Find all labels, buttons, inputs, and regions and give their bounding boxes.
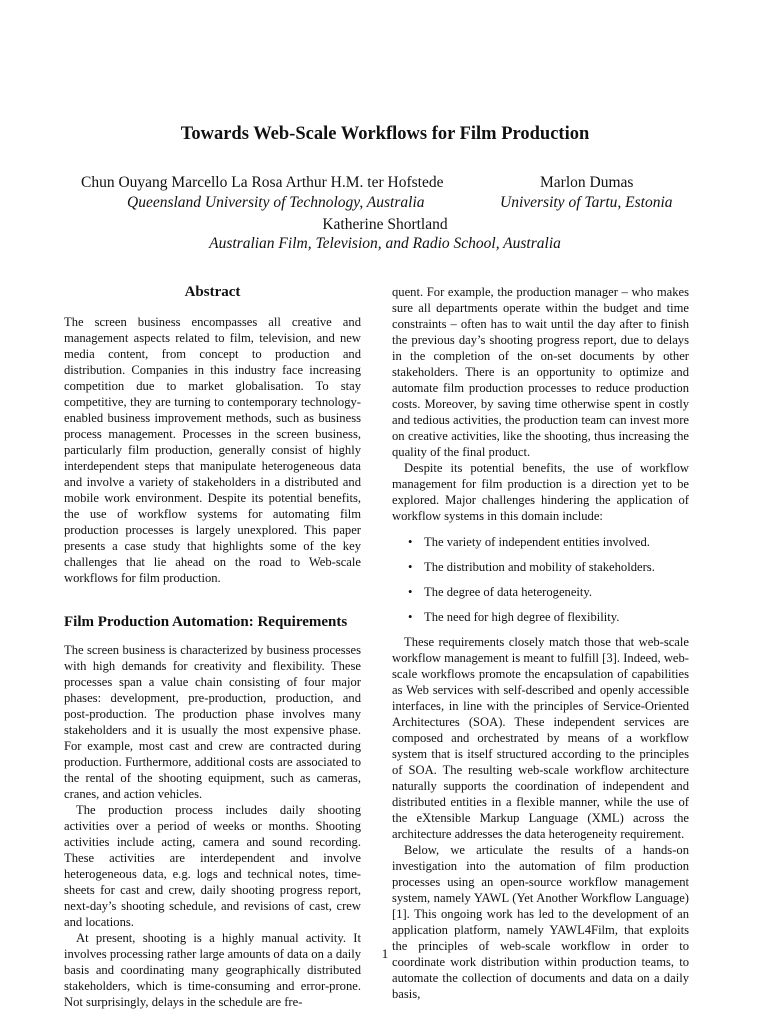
section-heading: Film Production Automation: Requirements xyxy=(64,614,348,630)
bullet-icon: • xyxy=(408,560,413,574)
affiliation-aftrs: Australian Film, Television, and Radio School, Australia xyxy=(209,235,561,252)
abstract-text: The screen business encompasses all creative and management aspects related to film, television, and new media content, from concept to production and distribution. Companies in this industry face increasing competition due to market globalisation. To stay competitive, they are turning to contemporary technology-enabled business improvement methods, such as business process management. Processes in the screen business, particularly film production, generally consist of highly interdependent steps that manipulate heterogeneous data and involve a variety of stakeholders in a distributed and mobile work environment. Despite its potential benefits, the use of workflow systems for automating film production processes is largely unexplored. This paper presents a case study that highlights some of the key challenges that lie ahead on the road to Web-scale workflows for film production. xyxy=(64,315,361,585)
right-column xyxy=(392,284,689,1002)
paragraph: Despite its potential benefits, the use of workflow management for film production is a direction yet to be explored. Major challenges hindering the application of workflow systems in this domain include: xyxy=(392,461,689,523)
author-shortland: Katherine Shortland xyxy=(322,216,448,233)
author-dumas: Marlon Dumas xyxy=(540,174,634,191)
list-item: • The variety of independent entities involved. xyxy=(408,535,650,549)
page-number: 1 xyxy=(381,946,389,961)
paragraph: The screen business is characterized by business processes with high demands for creativity and flexibility. These processes span a value chain consisting of four major phases: development, pre-production, production, and post-production. The production phase involves many stakeholders and it is usually the most expensive phase. For example, most cast and crew are contracted during production. Furthermore, additional costs are associated to the rental of the shooting equipment, such as cameras, cranes, and action vehicles. xyxy=(64,643,361,801)
left-column xyxy=(64,284,361,1010)
challenge-list xyxy=(392,534,689,625)
affiliation-tartu: University of Tartu, Estonia xyxy=(500,194,673,211)
list-item: • The degree of data heterogeneity. xyxy=(408,585,593,599)
bullet-icon: • xyxy=(408,585,413,599)
paragraph: These requirements closely match those that web-scale workflow management is meant to fulfill [3]. Indeed, web-scale workflows promote the encapsulation of capabilities as Web services with self-described and openly accessible interfaces, in line with the principles of Service-Oriented Architectures (SOA). These independent services are composed and orchestrated by means of a workflow system that is itself structured according to the principles of SOA. The resulting web-scale workflow architecture naturally supports the coordination of independent and distributed entities in a flexible manner, while the use of the eXtensible Markup Language (XML) across the architecture addresses the data heterogeneity requirement. xyxy=(392,635,689,841)
list-item: • The distribution and mobility of stakeholders. xyxy=(408,560,655,574)
paper-title: Towards Web-Scale Workflows for Film Production xyxy=(180,124,590,144)
paragraph: Below, we articulate the results of a hands-on investigation into the automation of film production processes using an open-source workflow management system, namely YAWL (Yet Another Workflow Language) [1]. This ongoing work has led to the development of an application platform, namely YAWL4Film, that exploits the principles of web-scale workflow in order to coordinate work distribution within production teams, to automate the collection of documents and data on a daily basis, xyxy=(392,843,689,1001)
list-item: • The need for high degree of flexibility. xyxy=(408,610,620,624)
authors-qut: Chun Ouyang Marcello La Rosa Arthur H.M. ter Hofstede xyxy=(81,174,444,191)
bullet-icon: • xyxy=(408,610,413,624)
paragraph: quent. For example, the production manager – who makes sure all departments operate within the budget and time constraints – often has to wait until the day after to finish the previous day’s shooting progress report, due to delays in the completion of the on-set documents by other stakeholders. There is an opportunity to optimize and automate film production processes to reduce production costs. Moreover, by saving time otherwise spent in costly and tedious activities, the production team can invest more on creative activities, like the shooting, thus increasing the quality of the final product. xyxy=(392,285,689,459)
paragraph: The production process includes daily shooting activities over a period of weeks or months. Shooting activities include acting, camera and sound recording. These activities are interdependent and involve heterogeneous data, e.g. logs and technical notes, time-sheets for cast and crew, daily shooting progress report, next-day’s shooting schedule, and revisions of cast, crew and locations. xyxy=(64,803,361,929)
abstract-heading: Abstract xyxy=(184,284,241,300)
bullet-icon: • xyxy=(408,535,413,549)
affiliation-qut: Queensland University of Technology, Australia xyxy=(127,194,425,211)
paragraph: At present, shooting is a highly manual activity. It involves processing rather large amounts of data on a daily basis and coordinating many geographically distributed stakeholders, which is time-consuming and error-prone. Not surprisingly, delays in the schedule are fre- xyxy=(64,931,361,1009)
